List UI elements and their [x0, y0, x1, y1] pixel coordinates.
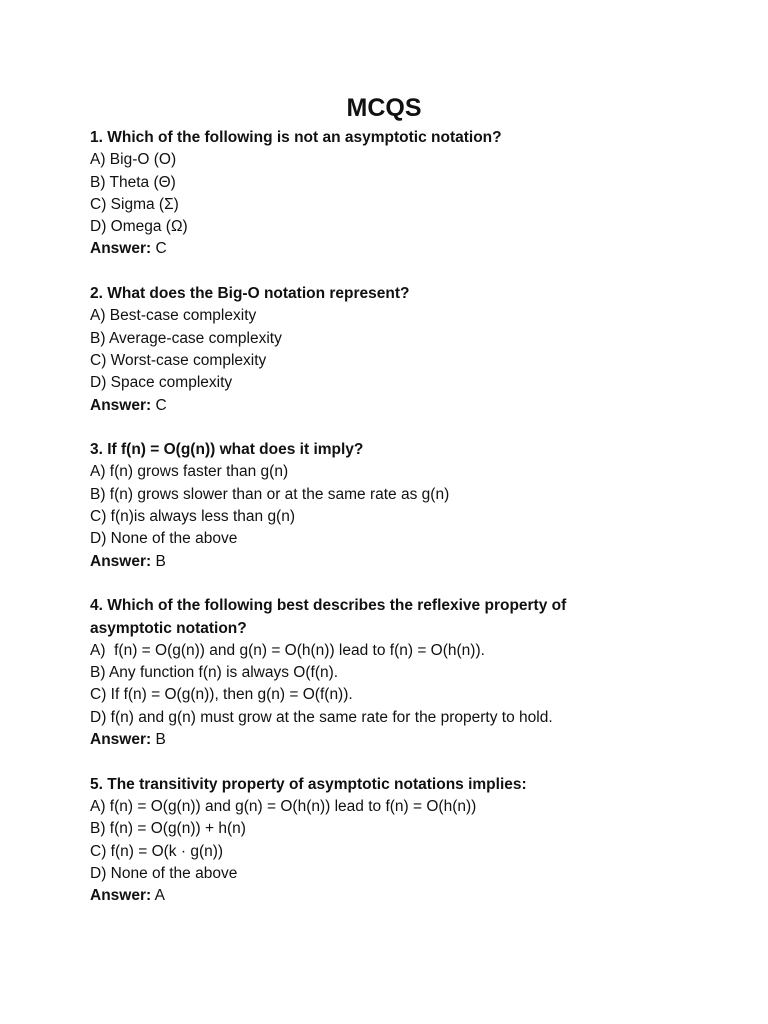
option-c: C) Sigma (Σ)	[90, 195, 179, 213]
option-b: B) f(n) = O(g(n)) + h(n)	[90, 820, 246, 838]
answer-line	[90, 551, 710, 573]
option-b: B) Average-case complexity	[90, 329, 282, 347]
question-text: 4. Which of the following best describes the reflexive property of asymptotic notation?	[90, 597, 567, 637]
option-a: A) f(n) = O(g(n)) and g(n) = O(h(n)) lead to f(n) = O(h(n)).	[90, 641, 485, 659]
answer-value: B	[155, 552, 166, 570]
answer-value: C	[155, 240, 167, 258]
answer-value: A	[154, 887, 165, 905]
option-b: B) f(n) grows slower than or at the same rate as g(n)	[90, 485, 450, 503]
option-d: D) Space complexity	[90, 374, 233, 392]
option-c: C) If f(n) = O(g(n)), then g(n) = O(f(n)).	[90, 686, 353, 704]
question-3	[90, 439, 710, 573]
option-a: A) f(n) grows faster than g(n)	[90, 463, 289, 481]
question-1	[90, 127, 710, 261]
option-b: B) Any function f(n) is always O(f(n).	[90, 664, 339, 682]
question-text: 3. If f(n) = O(g(n)) what does it imply?	[90, 441, 364, 459]
answer-line	[90, 395, 710, 417]
question-list	[90, 127, 710, 930]
option-d: D) None of the above	[90, 864, 238, 882]
answer-value: C	[155, 396, 167, 414]
option-a: A) Big-O (O)	[90, 151, 177, 169]
question-text: 5. The transitivity property of asymptotic notations implies:	[90, 775, 527, 793]
answer-label: Answer:	[90, 552, 152, 570]
option-b: B) Theta (Θ)	[90, 173, 176, 191]
answer-label: Answer:	[90, 240, 152, 258]
option-a: A) f(n) = O(g(n)) and g(n) = O(h(n)) lead to f(n) = O(h(n))	[90, 797, 477, 815]
answer-line	[90, 238, 710, 260]
option-c: C) f(n) = O(k · g(n))	[90, 842, 224, 860]
answer-label: Answer:	[90, 887, 152, 905]
option-c: C) Worst-case complexity	[90, 351, 267, 369]
question-2	[90, 283, 710, 417]
answer-label: Answer:	[90, 731, 152, 749]
option-c: C) f(n)is always less than g(n)	[90, 508, 296, 526]
question-5	[90, 774, 710, 908]
page-title: MCQS	[346, 94, 422, 122]
option-d: D) Omega (Ω)	[90, 218, 188, 236]
question-4	[90, 595, 710, 751]
answer-value: B	[155, 731, 166, 749]
answer-line	[90, 729, 710, 751]
option-d: D) None of the above	[90, 530, 238, 548]
option-d: D) f(n) and g(n) must grow at the same rate for the property to hold.	[90, 708, 553, 726]
answer-line	[90, 885, 710, 907]
question-text: 2. What does the Big-O notation represent?	[90, 285, 410, 303]
question-text: 1. Which of the following is not an asymptotic notation?	[90, 129, 502, 146]
answer-label: Answer:	[90, 396, 152, 414]
option-a: A) Best-case complexity	[90, 307, 257, 325]
